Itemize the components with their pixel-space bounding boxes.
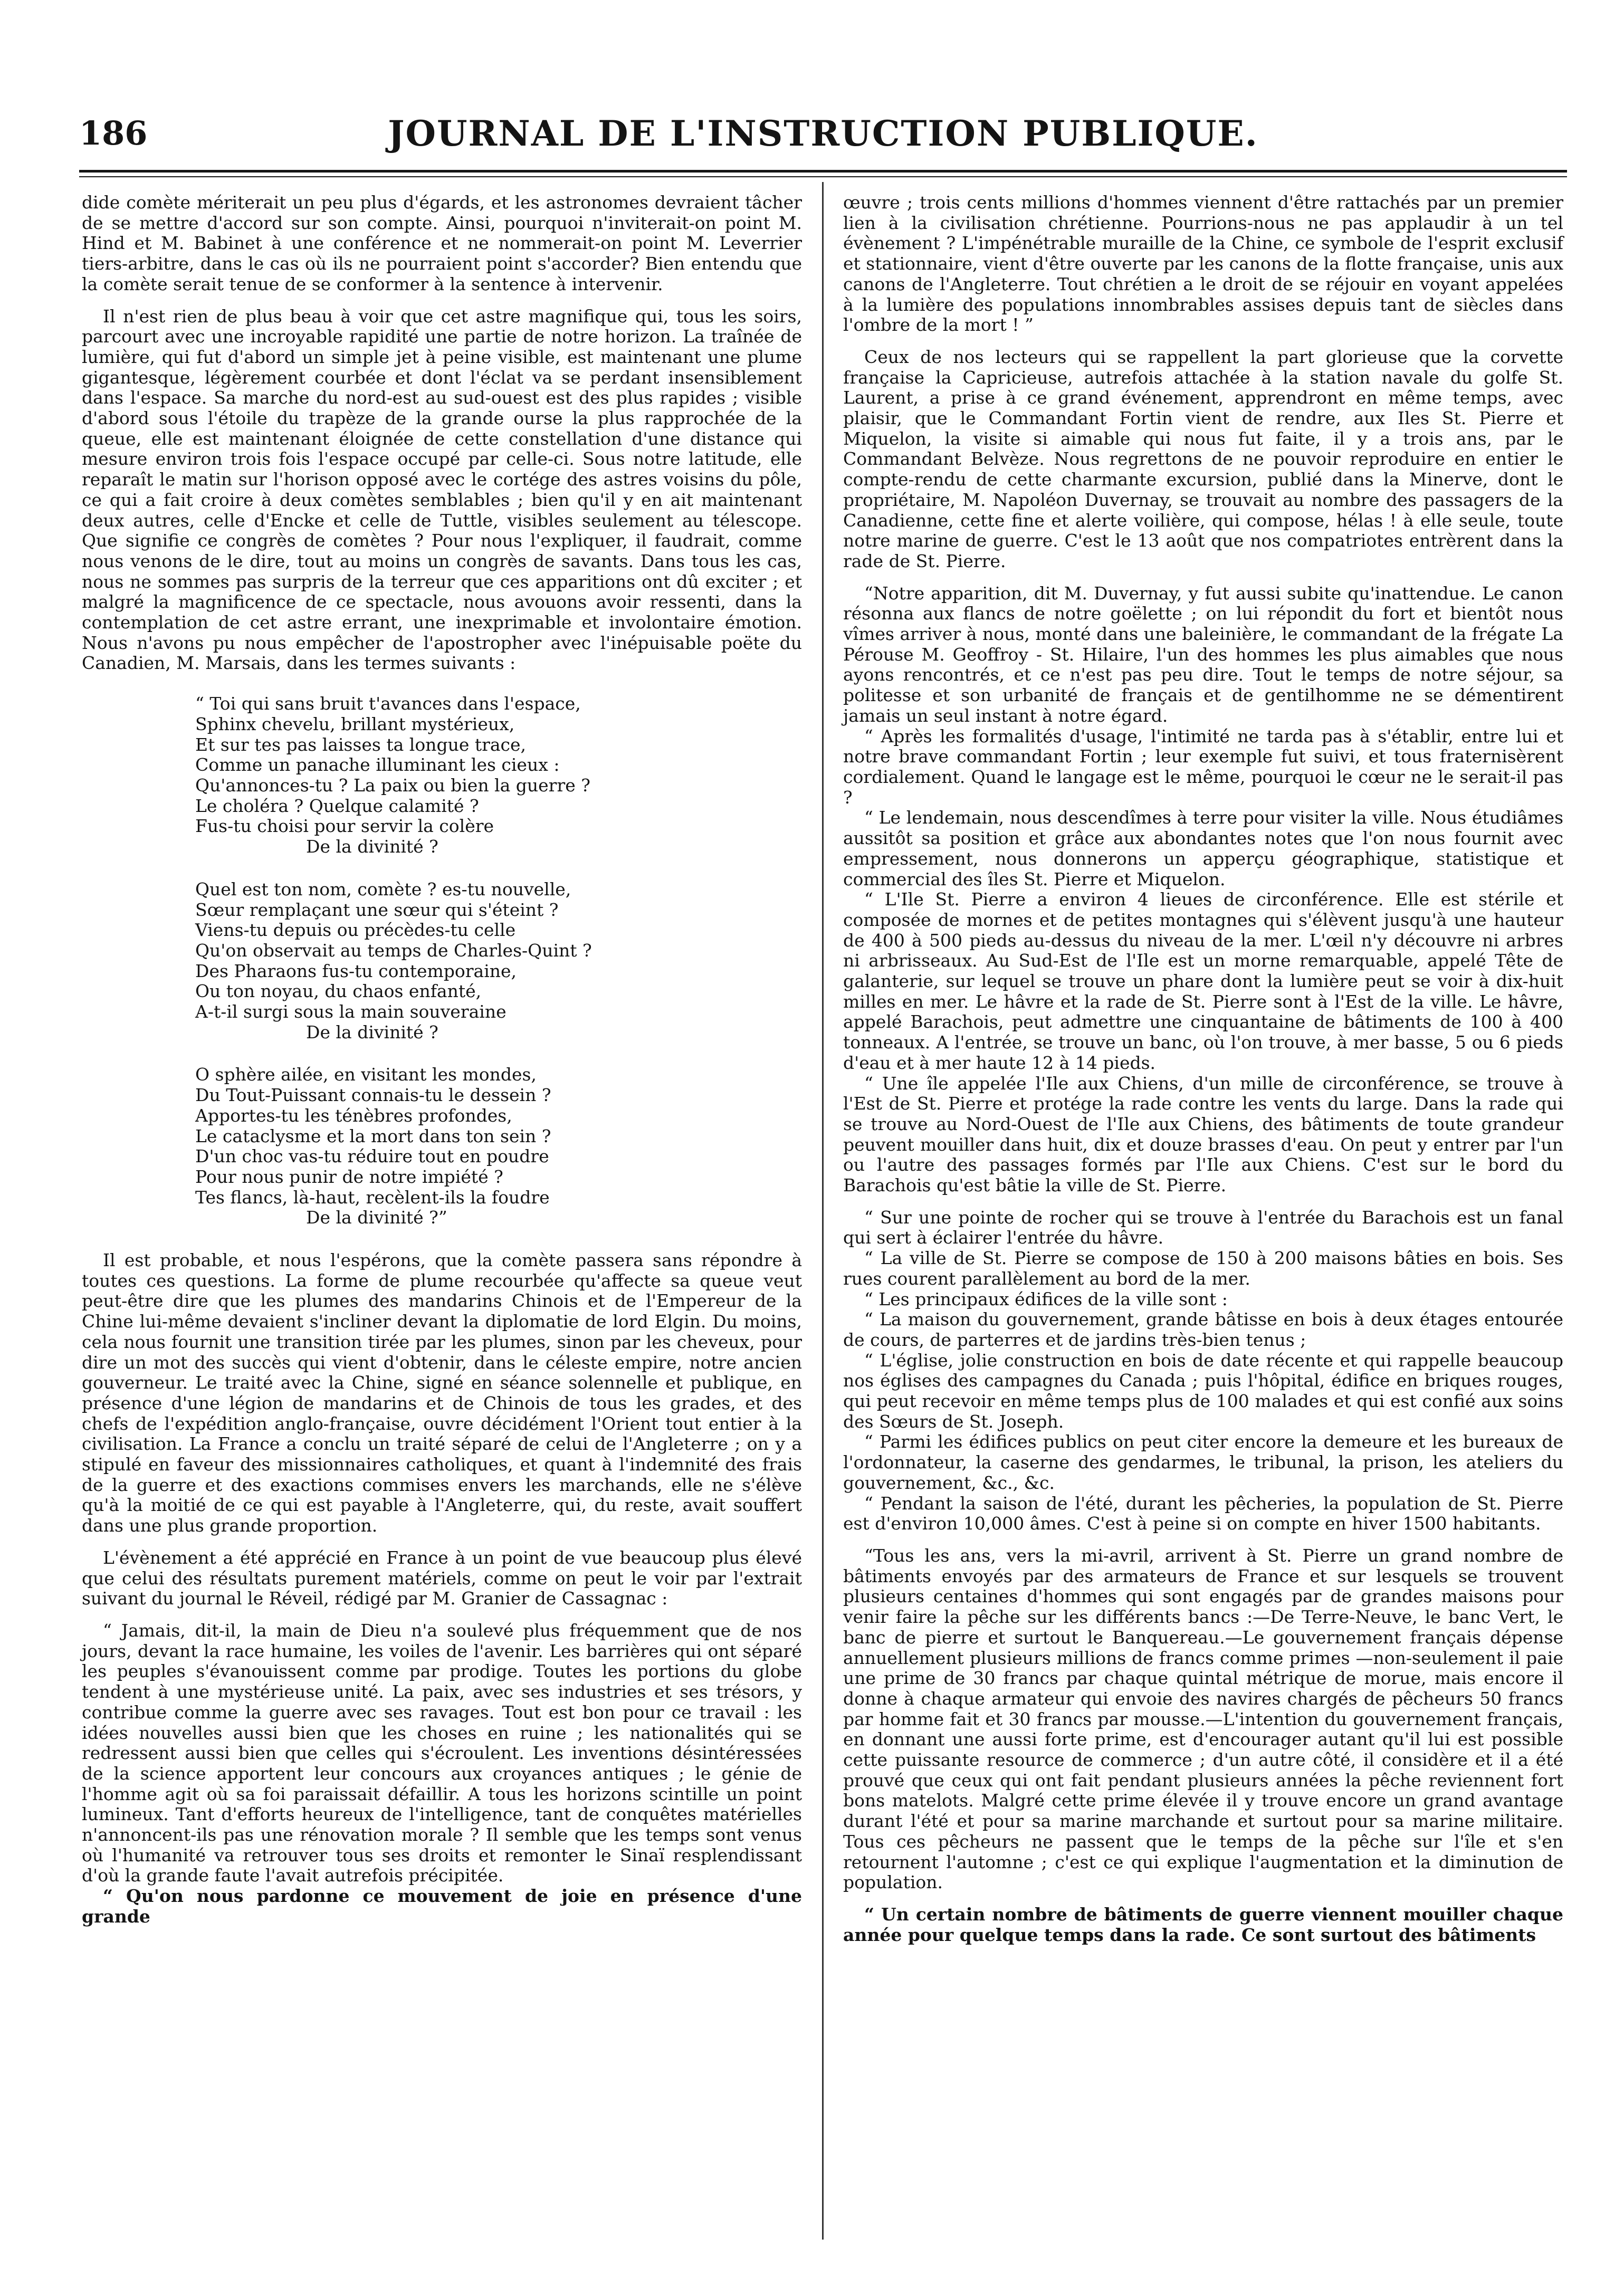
quotation-paragraph: “ Après les formalités d'usage, l'intimité ne tarda pas à s'établir, entre lui et notre brave commandant Fortin ; leur exemple fut suivi, et tous fraternisèrent cordialement. Quand le langage est le même, pourquoi le cœur ne le serait-il pas ? bbox=[843, 725, 1563, 808]
page-header bbox=[79, 110, 1567, 160]
header-rule-thin bbox=[79, 176, 1567, 177]
header-rule-thick bbox=[79, 170, 1567, 173]
quotation-paragraph: “ L'Ile St. Pierre a environ 4 lieues de circonférence. Elle est stérile et composée de mornes et de petites montagnes qui s'élèvent jusqu'à une hauteur de 400 à 500 pieds au-dessus du niveau de la mer. L'œil n'y découvre ni arbres ni arbrisseaux. Au Sud-Est de l'Ile est un morne remarquable, appelé Tête de galanterie, sur lequel se trouve un phare dont la lumière peut se voir à dix-huit milles en mer. Le hâvre et la rade de St. Pierre sont à l'Est de la ville. Le hâvre, appelé Barachois, peut admettre une cinquantaine de bâtiments de 100 à 400 tonneaux. A l'entrée, se trouve un banc, où l'on trouve, à mer basse, 5 ou 6 pieds d'eau et à mer haute 12 à 14 pieds. bbox=[843, 889, 1563, 1073]
right-column bbox=[843, 193, 1563, 1945]
quotation-paragraph: “ Sur une pointe de rocher qui se trouve à l'entrée du Barachois est un fanal qui sert à éclairer l'entrée du hâvre. bbox=[843, 1207, 1563, 1248]
poem-line: Ou ton noyau, du chaos enfanté, bbox=[195, 981, 482, 1002]
paragraph: L'évènement a été apprécié en France à un point de vue beaucoup plus élevé que celui des résultats purement matériels, comme on peut le voir par l'extrait suivant du journal le Réveil, rédigé par M. Granier de Cassagnac : bbox=[82, 1547, 802, 1609]
quotation-paragraph: œuvre ; trois cents millions d'hommes viennent d'être rattachés par un premier lien à la civilisation chrétienne. Pourrions-nous ne pas applaudir à un tel évènement ? L'impénétrable muraille de la Chine, ce symbole de l'esprit exclusif et stationnaire, vient d'être ouverte par les canons de la flotte française, unis aux canons de l'Angleterre. Tout chrétien a le droit de se réjouir en voyant appelées à la lumière des populations innombrables assises depuis tant de siècles dans l'ombre de la mort ! ” bbox=[843, 192, 1563, 336]
poem-line: Sœur remplaçant une sœur qui s'éteint ? bbox=[195, 899, 559, 920]
paragraph: Il est probable, et nous l'espérons, que la comète passera sans répondre à toutes ces questions. La forme de plume recourbée qu'affecte sa queue veut peut-être dire que les plumes des mandarins Chinois et de l'Empereur de la Chine lui-même devaient s'incliner devant la diplomatie de lord Elgin. Du moins, cela nous fournit une transition tirée par les plumes, sinon par les cheveux, pour dire un mot des succès qui vient d'obtenir, dans le céleste empire, notre ancien gouverneur. Le traité avec la Chine, signé en séance solennelle et publique, en présence d'une légion de mandarins et de Chinois de tous les grades, et des chefs de l'expédition anglo-française, ouvre décidément l'Orient tout entier à la civilisation. La France a conclu un traité séparé de celui de l'Angleterre ; on y a stipulé en faveur des missionnaires catholiques, et quant à l'indemnité des frais de la guerre et des exactions commises envers les marchands, elle ne s'élève qu'à la moitié de ce qui est payable à l'Angleterre, qui, du reste, avait souffert dans une plus grande proportion. bbox=[82, 1250, 802, 1536]
poem-line: Le choléra ? Quelque calamité ? bbox=[195, 795, 479, 816]
quotation-paragraph: “Tous les ans, vers la mi-avril, arrivent à St. Pierre un grand nombre de bâtiments envoyés par des armateurs de France et sur lesquels se trouvent plusieurs centaines d'hommes qui sont engagés par de grandes maisons pour venir faire la pêche sur les différents bancs :—De Terre-Neuve, le banc Vert, le banc de pierre et surtout le Banquereau.—Le gouvernement français dépense annuellement plusieurs millions de francs comme primes —non-seulement il paie une prime de 30 francs par chaque quintal métrique de morue, mais encore il donne à chaque armateur qui envoie des navires chargés de pêcheurs 50 francs par homme fait et 30 francs par mousse.—L'intention du gouvernement français, en donnant une aussi forte prime, est d'encourager autant qu'il lui est possible cette puissante resource de commerce ; d'un autre côté, il considère et il a été prouvé que ceux qui ont fait pendant plusieurs années la pêche reviennent fort bons matelots. Malgré cette prime élevée il y trouve encore un grand avantage durant l'été et pour sa marine marchande et surtout pour sa marine militaire. Tous ces pêcheurs ne passent que le temps de la pêche sur l'île et s'en retournent l'automne ; c'est ce qui explique l'augmentation et la diminution de population. bbox=[843, 1545, 1563, 1893]
poem-line: Fus-tu choisi pour servir la colère bbox=[195, 816, 494, 837]
quotation-paragraph: “ Une île appelée l'Ile aux Chiens, d'un mille de circonférence, se trouve à l'Est de St. Pierre et protége la rade contre les vents du large. Dans la rade qui se trouve au Nord-Ouest de l'Ile aux Chiens, des bâtiments de toute grandeur peuvent mouiller dans huit, dix et douze brasses d'eau. On peut y entrer par l'un ou l'autre des passages formés par l'Ile aux Chiens. C'est sur le bord du Barachois qu'est bâtie la ville de St. Pierre. bbox=[843, 1073, 1563, 1196]
left-column bbox=[82, 193, 802, 1927]
poem-line: Viens-tu depuis ou précèdes-tu celle bbox=[195, 920, 516, 941]
quotation-paragraph: “ L'église, jolie construction en bois de date récente et qui rappelle beaucoup nos églises des campagnes du Canada ; puis l'hôpital, édifice en briques rouges, qui peut recevoir en même temps plus de 100 malades et qui est confié aux soins des Sœurs de St. Joseph. bbox=[843, 1350, 1563, 1432]
paragraph: Ceux de nos lecteurs qui se rappellent la part glorieuse que la corvette française la Capricieuse, autrefois attachée à la station navale du golfe St. Laurent, a prise à ce grand événement, apprendront en même temps, avec plaisir, que le Commandant Fortin vient de rendre, aux Iles St. Pierre et Miquelon, la visite si aimable qui nous fut faite, il y a trois ans, par le Commandant Belvèze. Nous regrettons de ne pouvoir reproduire en entier le compte-rendu de cette charmante excursion, publié dans la Minerve, dont le propriétaire, M. Napoléon Duvernay, se trouvait au nombre des passagers de la Canadienne, cette fine et alerte voilière, qui compose, hélas ! à elle seule, toute notre marine de guerre. C'est le 13 août que nos compatriotes entrèrent dans la rade de St. Pierre. bbox=[843, 346, 1563, 571]
poem-line: Le cataclysme et la mort dans ton sein ? bbox=[195, 1125, 551, 1146]
quotation-paragraph: “ Parmi les édifices publics on peut citer encore la demeure et les bureaux de l'ordonnateur, la caserne des gendarmes, le tribunal, la prison, les ateliers du gouvernement, &c., &c. bbox=[843, 1431, 1563, 1493]
poem-line: Sphinx chevelu, brillant mystérieux, bbox=[195, 713, 515, 734]
poem-line: A-t-il surgi sous la main souveraine bbox=[195, 1001, 507, 1022]
poem-line: D'un choc vas-tu réduire tout en poudre bbox=[195, 1146, 549, 1167]
poem-refrain: De la divinité ?” bbox=[306, 1207, 447, 1228]
paragraph: Il n'est rien de plus beau à voir que cet astre magnifique qui, tous les soirs, parcourt avec une incroyable rapidité une partie de notre horizon. La traînée de lumière, qui fut d'abord un simple jet à peine visible, est maintenant une plume gigantesque, légèrement courbée et dont l'éclat va se perdant insensiblement dans l'espace. Sa marche du nord-est au sud-ouest est des plus rapides ; visible d'abord sous l'étoile du trapèze de la grande ourse la plus rapprochée de la queue, elle est maintenant éloignée de cette constellation d'une distance qui mesure environ trois fois l'espace occupé par celle-ci. Sous notre latitude, elle reparaît le matin sur l'horison opposé avec le cortége des astres voisins du pôle, ce qui a fait croire à deux comètes semblables ; bien qu'il y en ait maintenant deux autres, celle d'Encke et celle de Tuttle, visibles seulement au télescope. Que signifie ce congrès de comètes ? Pour nous l'expliquer, il faudrait, comme nous venons de le dire, tout au moins un congrès de savants. Dans tous les cas, nous ne sommes pas surpris de la terreur que ces apparitions ont dû exciter ; et malgré la magnificence de ce spectacle, nous avouons avoir ressenti, dans la contemplation de cet astre errant, une inexprimable et involontaire émotion. Nous n'avons pu nous empêcher de l'apostropher avec l'inépuisable poëte du Canadien, M. Marsais, dans les termes suivants : bbox=[82, 305, 802, 674]
poem-line: Qu'annonces-tu ? La paix ou bien la guerre ? bbox=[195, 774, 590, 796]
poem-refrain: De la divinité ? bbox=[306, 1021, 438, 1042]
poem-line: Quel est ton nom, comète ? es-tu nouvelle, bbox=[195, 878, 571, 900]
poem-line: Des Pharaons fus-tu contemporaine, bbox=[195, 960, 517, 981]
journal-title: JOURNAL DE L'INSTRUCTION PUBLIQUE. bbox=[388, 113, 1258, 154]
poem bbox=[195, 694, 802, 1228]
poem-line: Tes flancs, là-haut, recèlent-ils la foudre bbox=[195, 1187, 550, 1208]
column-separator bbox=[822, 182, 824, 2240]
poem-line: O sphère ailée, en visitant les mondes, bbox=[195, 1064, 537, 1085]
poem-line: Apportes-tu les ténèbres profondes, bbox=[195, 1105, 512, 1126]
quotation-paragraph: “Notre apparition, dit M. Duvernay, y fut aussi subite qu'inattendue. Le canon résonna aux flancs de notre goëlette ; on lui répondit du fort et bientôt nous vîmes arriver à nous, monté dans une baleinière, le commandant de la frégate La Pérouse M. Geoffroy - St. Hilaire, l'un des hommes les plus aimables que nous ayons rencontrés, et ce n'est pas peu dire. Tout le temps de notre séjour, sa politesse et son urbanité de français et de gentilhomme ne se démentirent jamais un seul instant à notre égard. bbox=[843, 582, 1563, 726]
poem-refrain: De la divinité ? bbox=[306, 836, 438, 857]
poem-stanza bbox=[195, 1065, 802, 1228]
quotation-paragraph: “ Le lendemain, nous descendîmes à terre pour visiter la ville. Nous étudiâmes aussitôt sa position et grâce aux abondantes notes que l'on nous fournit avec empressement, nous donnerons un apperçu géographique, statistique et commercial des îles St. Pierre et Miquelon. bbox=[843, 807, 1563, 889]
poem-line: Pour nous punir de notre impiété ? bbox=[195, 1166, 503, 1187]
poem-line: “ Toi qui sans bruit t'avances dans l'espace, bbox=[195, 693, 581, 714]
paragraph: dide comète mériterait un peu plus d'égards, et les astronomes devraient tâcher de se mettre d'accord sur son compte. Ainsi, pourquoi n'inviterait-on point M. Hind et M. Babinet à une conférence et ne nommerait-on point M. Leverrier tiers-arbitre, dans le cas où ils ne pourraient point s'accorder? Bien entendu que la comète serait tenue de se conformer à la sentence à intervenir. bbox=[82, 192, 802, 294]
quotation-paragraph: “ Un certain nombre de bâtiments de guerre viennent mouiller chaque année pour quelque temps dans la rade. Ce sont surtout des bâtiments bbox=[843, 1904, 1563, 1945]
quotation-paragraph: “ Qu'on nous pardonne ce mouvement de joie en présence d'une grande bbox=[82, 1886, 802, 1927]
poem-line: Et sur tes pas laisses ta longue trace, bbox=[195, 734, 527, 755]
quotation-paragraph: “ La ville de St. Pierre se compose de 150 à 200 maisons bâties en bois. Ses rues courent parallèlement au bord de la mer. bbox=[843, 1248, 1563, 1289]
quotation-paragraph: “ Pendant la saison de l'été, durant les pêcheries, la population de St. Pierre est d'environ 10,000 âmes. C'est à peine si on compte en hiver 1500 habitants. bbox=[843, 1493, 1563, 1534]
quotation-paragraph: “ Les principaux édifices de la ville sont : bbox=[864, 1288, 1228, 1309]
poem-line: Comme un panache illuminant les cieux : bbox=[195, 754, 560, 776]
quotation-paragraph: “ Jamais, dit-il, la main de Dieu n'a soulevé plus fréquemment que de nos jours, devant la race humaine, les voiles de l'avenir. Les barrières qui ont séparé les peuples s'évanouissent comme par prodige. Toutes les portions du globe tendent à une mystérieuse unité. La paix, avec ses industries et ses trésors, y contribue comme la guerre avec ses ravages. Tout est bon pour ce travail : les idées nouvelles aussi bien que les choses en ruine ; les nationalités qui se redressent aussi bien que celles qui s'écroulent. Les inventions désintéressées de la science apportent leur concours aux croyances antiques ; le génie de l'homme agit où sa foi paraissait défaillir. A tous les horizons scintille un point lumineux. Tant d'efforts heureux de l'intelligence, tant de conquêtes matérielles n'annoncent-ils pas une rénovation morale ? Il semble que les temps sont venus où l'humanité va retrouver tous ses droits et remonter le Sinaï resplendissant d'où la grande faute l'avait autrefois précipitée. bbox=[82, 1620, 802, 1886]
quotation-paragraph: “ La maison du gouvernement, grande bâtisse en bois à deux étages entourée de cours, de parterres et de jardins très-bien tenus ; bbox=[843, 1309, 1563, 1350]
poem-line: Qu'on observait au temps de Charles-Quint ? bbox=[195, 940, 592, 961]
page-number: 186 bbox=[79, 114, 148, 152]
poem-line: Du Tout-Puissant connais-tu le dessein ? bbox=[195, 1085, 551, 1106]
poem-stanza bbox=[195, 879, 802, 1043]
poem-stanza bbox=[195, 694, 802, 857]
